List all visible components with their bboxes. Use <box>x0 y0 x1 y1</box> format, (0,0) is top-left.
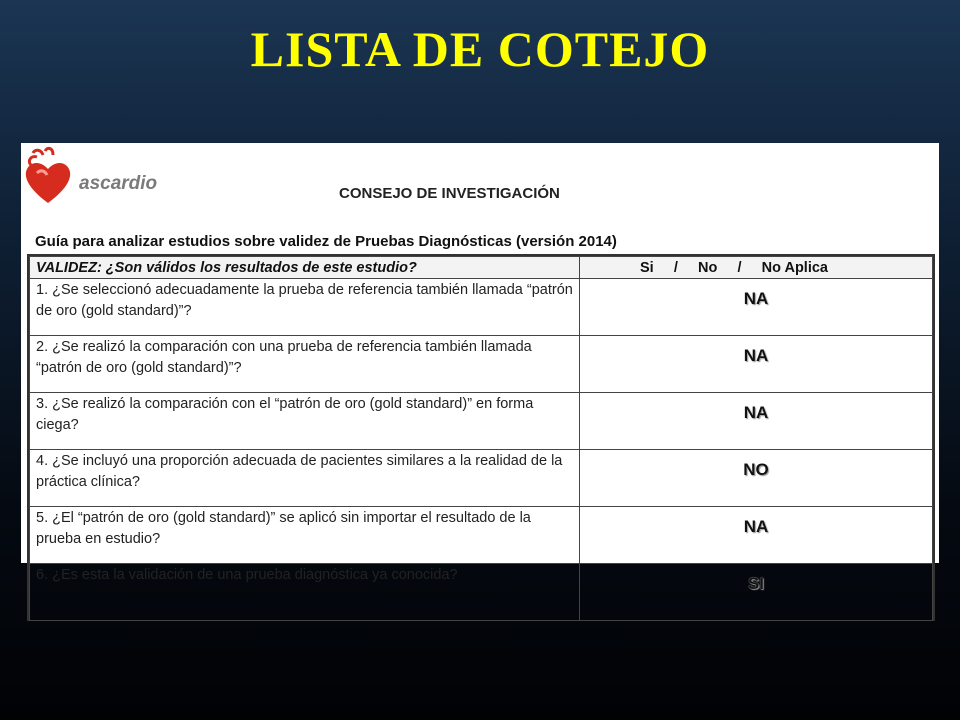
header-question: VALIDEZ: ¿Son válidos los resultados de este estudio? <box>30 257 580 279</box>
checklist-table <box>27 254 935 621</box>
heart-logo-icon <box>23 147 73 205</box>
guide-title: Guía para analizar estudios sobre validez de Pruebas Diagnósticas (versión 2014) <box>35 233 617 250</box>
checklist-document <box>21 143 939 593</box>
table-row <box>30 336 933 393</box>
header-options: Si / No / No Aplica <box>580 257 933 279</box>
table-row <box>30 393 933 450</box>
row-answer: NA <box>743 403 769 422</box>
row-answer: NA <box>743 289 769 308</box>
logo-text: ascardio <box>79 173 158 194</box>
row-question: 3. ¿Se realizó la comparación con el “patrón de oro (gold standard)” en forma ciega? <box>30 393 580 450</box>
table-header <box>30 257 933 279</box>
row-question: 4. ¿Se incluyó una proporción adecuada de pacientes similares a la realidad de la práctica clínica? <box>30 450 580 507</box>
council-heading: CONSEJO DE INVESTIGACIÓN <box>339 185 560 202</box>
slide-title: LISTA DE COTEJO <box>250 21 710 77</box>
row-answer: NO <box>743 460 769 479</box>
table-row <box>30 450 933 507</box>
row-question: 6. ¿Es esta la validación de una prueba diagnóstica ya conocida? <box>30 564 580 621</box>
table-row <box>30 564 933 621</box>
table-row <box>30 279 933 336</box>
row-answer: NA <box>743 517 769 536</box>
row-question: 1. ¿Se seleccionó adecuadamente la prueba de referencia también llamada “patrón de oro (gold standard)”? <box>30 279 580 336</box>
row-question: 2. ¿Se realizó la comparación con una prueba de referencia también llamada “patrón de oro (gold standard)”? <box>30 336 580 393</box>
row-question: 5. ¿El “patrón de oro (gold standard)” se aplicó sin importar el resultado de la prueba en estudio? <box>30 507 580 564</box>
table-row <box>30 507 933 564</box>
row-answer: SI <box>747 574 765 593</box>
row-answer: NA <box>743 346 769 365</box>
